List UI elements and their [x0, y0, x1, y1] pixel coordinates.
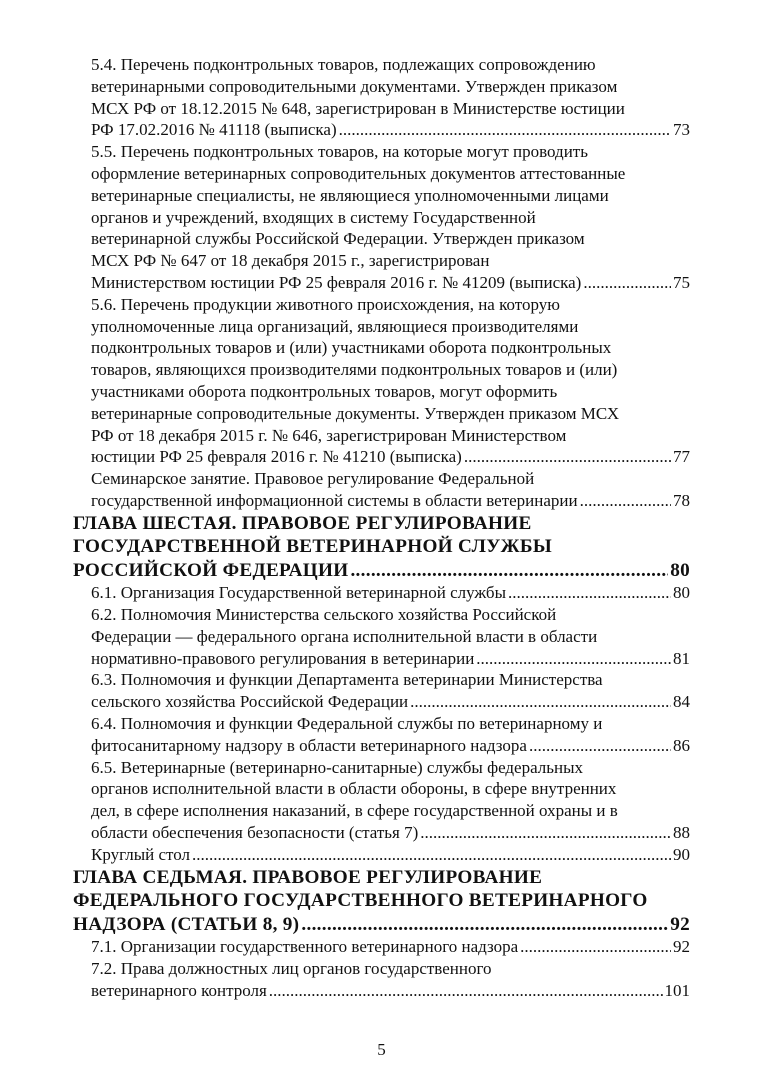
- toc-page-number: 80: [673, 583, 690, 603]
- toc-page-number: 80: [670, 559, 690, 581]
- toc-entry-text: сельского хозяйства Российской Федерации: [91, 692, 409, 712]
- toc-entry-text: ветеринарные специалисты, не являющиеся уполномоченными лицами: [91, 185, 609, 205]
- toc-entry-line: [91, 119, 690, 141]
- toc-page-number: 88: [673, 823, 690, 842]
- toc-entry-line: [91, 648, 690, 670]
- toc-entry: [91, 54, 690, 141]
- toc-entry: [91, 294, 690, 468]
- toc-entry-text: дел, в сфере исполнения наказаний, в сфере государственной охраны и в: [91, 801, 618, 821]
- toc-entry-line: [91, 691, 690, 713]
- dot-leader: [508, 582, 671, 604]
- toc-entry-text: МСХ РФ от 18.12.2015 № 648, зарегистрирован в Министерстве юстиции: [91, 98, 625, 118]
- toc-entry-text: РОССИЙСКОЙ ФЕДЕРАЦИИ: [73, 559, 349, 581]
- toc-entry-text: РФ от 18 декабря 2015 г. № 646, зарегистрирован Министерством: [91, 425, 567, 445]
- toc-entry-text: 5.4. Перечень подконтрольных товаров, подлежащих сопровождению: [91, 55, 596, 74]
- toc-entry-line: [73, 913, 690, 937]
- toc-entry-text: Министерством юстиции РФ 25 февраля 2016 г. № 41209 (выписка): [91, 272, 582, 292]
- toc-entry-text: участниками оборота подконтрольных товаров, могут оформить: [91, 381, 558, 401]
- toc-page-number: 78: [673, 490, 690, 510]
- toc-entry-text: 5.6. Перечень продукции животного происхождения, на которую: [91, 294, 560, 314]
- toc-entry-text: области обеспечения безопасности (статья 7): [91, 823, 419, 842]
- toc-entry-text: МСХ РФ № 647 от 18 декабря 2015 г., зарегистрирован: [91, 251, 490, 271]
- toc-entry-text: нормативно-правового регулирования в ветеринарии: [91, 648, 475, 668]
- toc-entry-text: РФ 17.02.2016 № 41118 (выписка): [91, 120, 337, 140]
- toc-entry-text: оформление ветеринарных сопроводительных документов аттестованные: [91, 163, 626, 183]
- toc-entry-text: уполномоченные лица организаций, являющиеся производителями: [91, 316, 579, 336]
- toc-page-number: 75: [673, 272, 690, 292]
- toc-entry-text: ветеринарные сопроводительные документы. Утвержден приказом МСХ: [91, 403, 620, 423]
- toc-entry-text: НАДЗОРА (СТАТЬИ 8, 9): [73, 913, 300, 935]
- toc-chapter-entry: [73, 512, 690, 583]
- dot-leader: [583, 272, 671, 294]
- toc-entry: [91, 844, 690, 866]
- dot-leader: [339, 119, 671, 141]
- toc-entry-text: 6.2. Полномочия Министерства сельского хозяйства Российской: [91, 605, 557, 625]
- toc-entry-text: 6.1. Организация Государственной ветеринарной службы: [91, 583, 506, 603]
- dot-leader: [476, 648, 671, 670]
- toc-entry: [91, 936, 690, 958]
- toc-entry-text: ГЛАВА СЕДЬМАЯ. ПРАВОВОЕ РЕГУЛИРОВАНИЕ: [73, 866, 543, 888]
- toc-entry-text: государственной информационной системы в области ветеринарии: [91, 490, 578, 510]
- table-of-contents: [0, 54, 763, 1001]
- dot-leader: [520, 936, 671, 958]
- toc-page-number: 90: [673, 844, 690, 864]
- toc-entry-line: [91, 272, 690, 294]
- toc-entry-text: 6.5. Ветеринарные (ветеринарно-санитарные) службы федеральных: [91, 757, 584, 777]
- toc-entry-text: ГЛАВА ШЕСТАЯ. ПРАВОВОЕ РЕГУЛИРОВАНИЕ: [73, 512, 532, 534]
- dot-leader: [410, 691, 671, 713]
- toc-entry-text: 6.3. Полномочия и функции Департамента ветеринарии Министерства: [91, 670, 603, 690]
- toc-entry-text: ФЕДЕРАЛЬНОГО ГОСУДАРСТВЕННОГО ВЕТЕРИНАРНОГО: [73, 890, 648, 912]
- toc-entry: [91, 713, 690, 757]
- toc-entry-line: [91, 936, 690, 958]
- toc-page-number: 77: [673, 447, 690, 467]
- toc-entry: [91, 604, 690, 669]
- toc-page-number: 101: [664, 980, 690, 1000]
- toc-page-number: 84: [673, 692, 690, 712]
- toc-entry-text: Федерации — федерального органа исполнительной власти в области: [91, 626, 598, 646]
- toc-entry-text: ветеринарными сопроводительными документами. Утвержден приказом: [91, 76, 618, 96]
- dot-leader: [192, 844, 671, 866]
- dot-leader: [269, 980, 663, 1002]
- toc-entry-line: [91, 446, 690, 468]
- toc-entry-line: [91, 980, 690, 1002]
- dot-leader: [464, 446, 671, 468]
- toc-page-number: 81: [673, 648, 690, 668]
- toc-entry: [91, 468, 690, 512]
- toc-chapter-entry: [73, 866, 690, 937]
- toc-entry-text: ГОСУДАРСТВЕННОЙ ВЕТЕРИНАРНОЙ СЛУЖБЫ: [73, 536, 553, 558]
- toc-entry-line: [91, 735, 690, 757]
- toc-entry-text: товаров, являющихся производителями подконтрольных товаров и (или): [91, 360, 618, 380]
- toc-entry-text: Семинарское занятие. Правовое регулирование Федеральной: [91, 469, 535, 489]
- dot-leader: [580, 490, 671, 512]
- toc-entry-line: [91, 844, 690, 866]
- toc-entry: [91, 141, 690, 294]
- page-number: 5: [377, 1040, 386, 1059]
- toc-entry-text: 7.1. Организации государственного ветеринарного надзора: [91, 937, 519, 957]
- toc-page-number: 92: [673, 937, 690, 957]
- toc-page-number: 86: [673, 735, 690, 755]
- toc-entry-line: [73, 559, 690, 583]
- toc-entry-text: юстиции РФ 25 февраля 2016 г. № 41210 (выписка): [91, 447, 462, 467]
- toc-entry: [91, 669, 690, 713]
- toc-entry: [91, 958, 690, 1002]
- toc-entry-text: фитосанитарному надзору в области ветеринарного надзора: [91, 735, 527, 755]
- toc-entry: [91, 582, 690, 604]
- toc-entry-text: органов исполнительной власти в области обороны, в сфере внутренних: [91, 779, 617, 799]
- toc-entry: [91, 757, 690, 844]
- toc-entry-line: [91, 822, 690, 844]
- toc-entry-text: Круглый стол: [91, 844, 190, 864]
- toc-entry-line: [91, 490, 690, 512]
- toc-entry-text: органов и учреждений, входящих в систему Государственной: [91, 207, 536, 227]
- dot-leader: [529, 735, 671, 757]
- toc-entry-text: 6.4. Полномочия и функции Федеральной службы по ветеринарному и: [91, 714, 603, 734]
- toc-entry-text: ветеринарного контроля: [91, 980, 267, 1000]
- toc-entry-text: 5.5. Перечень подконтрольных товаров, на которые могут проводить: [91, 142, 588, 162]
- toc-page-number: 73: [673, 120, 690, 140]
- toc-entry-line: [91, 582, 690, 604]
- toc-page-number: 92: [670, 913, 690, 935]
- toc-entry-text: 7.2. Права должностных лиц органов государственного: [91, 958, 492, 978]
- dot-leader: [301, 913, 668, 937]
- toc-entry-text: подконтрольных товаров и (или) участниками оборота подконтрольных: [91, 338, 612, 358]
- toc-entry-text: ветеринарной службы Российской Федерации. Утвержден приказом: [91, 229, 585, 249]
- dot-leader: [420, 822, 671, 844]
- dot-leader: [350, 559, 668, 583]
